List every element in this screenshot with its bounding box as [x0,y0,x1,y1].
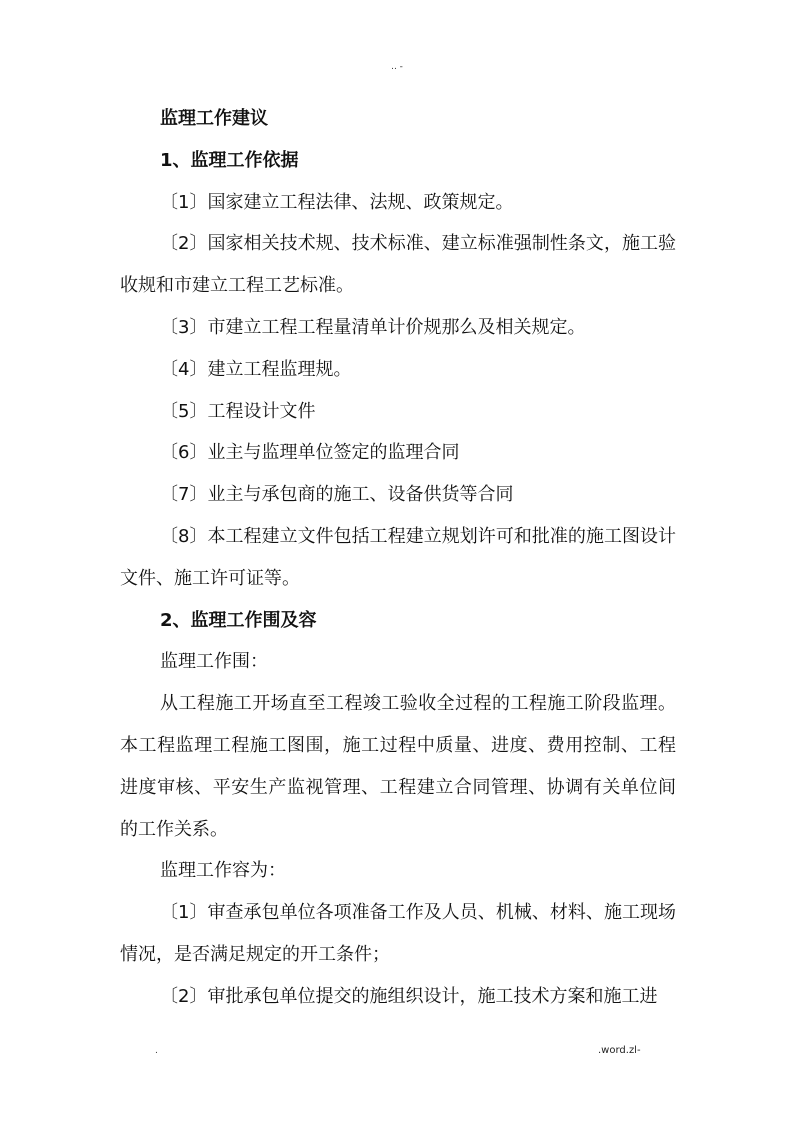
content-label: 监理工作容为： [160,860,286,882]
basis-item-5: 〔5〕工程设计文件 [160,400,316,422]
section1-heading: 1、监理工作依据 [160,149,299,171]
basis-item-2: 〔2〕国家相关技术规、技术标准、建立标准强制性条文，施工验收规和市建立工程工艺标准。 [120,233,676,297]
document-body [120,98,676,1018]
document-title: 监理工作建议 [160,108,268,129]
basis-item-8: 〔8〕本工程建立文件包括工程建立规划许可和批准的施工图设计文件、施工许可证等。 [120,525,676,589]
header-mark: .. - [391,62,403,72]
basis-item-7: 〔7〕业主与承包商的施工、设备供货等合同 [160,484,514,506]
scope-label: 监理工作围： [160,651,268,673]
footer-watermark-text: .word.zl- [598,1045,641,1056]
footer-mark: . [155,1046,158,1056]
basis-item-6: 〔6〕业主与监理单位签定的监理合同 [160,442,460,464]
basis-item-1: 〔1〕国家建立工程法律、法规、政策规定。 [160,191,514,213]
section2-heading: 2、监理工作围及容 [160,609,317,631]
basis-item-3: 〔3〕市建立工程工程量清单计价规那么及相关规定。 [160,316,586,338]
scope-text: 从工程施工开场直至工程竣工验收全过程的工程施工阶段监理。本工程监理工程施工图围，施工过程中质量、进度、费用控制、工程进度审核、平安生产监视管理、工程建立合同管理、协调有关单位间的工作关系。 [120,693,676,840]
content-item-2: 〔2〕审批承包单位提交的施组织设计，施工技术方案和施工进 [160,985,658,1007]
content-item-1: 〔1〕审查承包单位各项准备工作及人员、机械、材料、施工现场情况，是否满足规定的开工条件； [120,902,676,965]
basis-item-4: 〔4〕建立工程监理规。 [160,358,352,380]
